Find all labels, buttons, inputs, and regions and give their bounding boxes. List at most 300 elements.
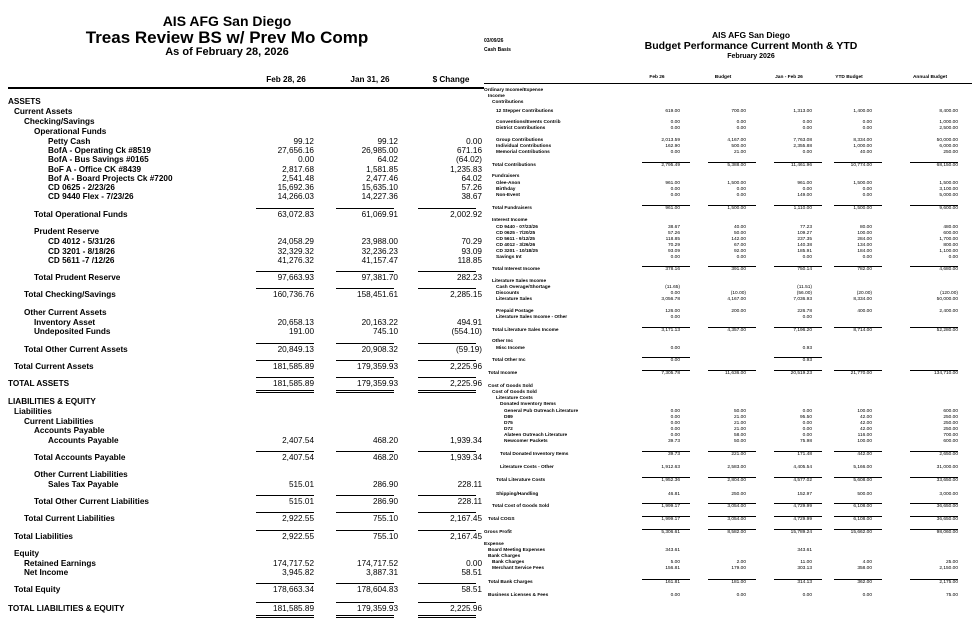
bp-cell-col2: 1,313.00: [793, 109, 812, 114]
bs-cell-col0: 3,945.82: [282, 568, 314, 577]
bp-cell-col2: 0.00: [802, 427, 812, 432]
bp-cell-col0: 1,952.36: [661, 478, 680, 483]
bp-subtitle: February 2026: [727, 53, 775, 60]
bp-total-rule: [642, 162, 690, 163]
bs-cell-col0: 515.01: [288, 497, 314, 506]
bp-row-label: General Pub Outreach Literature: [504, 409, 579, 414]
bp-cell-col3: 0.00: [862, 126, 872, 131]
bs-cell-col2: 282.23: [456, 273, 482, 282]
bp-cell-col0: 0.00: [670, 315, 680, 320]
bs-row: [0, 496, 484, 507]
bp-cell-col2: 343.61: [797, 548, 812, 553]
bp-cell-col4: 8,400.00: [939, 109, 958, 114]
bp-cell-col3: 21,770.00: [850, 371, 872, 376]
bp-row: [484, 109, 978, 115]
bs-cell-col1: 3,887.31: [366, 568, 398, 577]
bs-double-rule: [256, 390, 314, 393]
bs-row-label: Checking/Savings: [24, 117, 95, 126]
bp-cell-col4: 33,650.00: [936, 478, 958, 483]
bs-cell-col2: 2,285.15: [450, 290, 482, 299]
bp-row-label: Newcomer Packets: [504, 439, 548, 444]
bs-total-rule: [336, 583, 394, 584]
bs-row-label: CD 0625 - 2/23/26: [48, 183, 115, 192]
bp-total-rule: [834, 529, 882, 530]
bp-cell-col1: 181.00: [731, 580, 746, 585]
bp-total-rule: [834, 370, 882, 371]
bp-row: [484, 580, 978, 586]
bs-cell-col2: 228.11: [457, 480, 482, 489]
bs-total-rule: [336, 530, 394, 531]
bs-cell-col2: 57.26: [461, 183, 482, 192]
bp-row-label: CD 9440 - 07/23/26: [496, 225, 538, 230]
bp-cell-col0: 619.00: [665, 109, 680, 114]
bp-cell-col0: 161.81: [665, 580, 680, 585]
bs-total-rule: [256, 208, 314, 209]
bp-total-rule: [834, 579, 882, 580]
bp-cell-col0: 0.00: [670, 120, 680, 125]
bs-total-rule: [418, 288, 476, 289]
bp-cell-col1: 1,500.00: [727, 206, 746, 211]
bp-cell-col0: 38.67: [667, 225, 680, 230]
bp-cell-col1: 21.00: [733, 415, 746, 420]
bp-row-label: Fundraisers: [492, 174, 520, 179]
bs-row: [0, 378, 484, 389]
bp-row-label: Gross Profit: [484, 530, 512, 535]
bp-cell-col3: 10,774.00: [850, 163, 872, 168]
bp-cell-col2: 75.98: [799, 439, 812, 444]
bp-total-rule: [708, 370, 756, 371]
bp-cell-col0: 0.00: [670, 126, 680, 131]
bp-total-rule: [708, 205, 756, 206]
bp-cell-col4: (120.00): [940, 291, 958, 296]
bp-cell-col2: 961.00: [797, 181, 812, 186]
bp-cell-col3: 100.00: [857, 231, 872, 236]
bs-total-rule: [418, 451, 476, 452]
bp-row-label: Ordinary Income/Expense: [484, 88, 544, 93]
bs-cell-col2: 70.29: [461, 237, 482, 246]
bp-cell-col3: 1,400.00: [853, 109, 872, 114]
bs-company: AIS AFG San Diego: [162, 13, 292, 29]
bs-row-label: Liabilities: [14, 407, 52, 416]
bp-cell-col0: 1,999.17: [661, 504, 680, 509]
bs-row-label: Accounts Payable: [48, 436, 119, 445]
bs-cell-col0: 97,663.93: [277, 273, 314, 282]
bs-cell-col0: 174,717.52: [273, 559, 314, 568]
bp-title: Budget Performance Current Month & YTD: [644, 40, 858, 52]
bp-cell-col2: 109.27: [797, 231, 812, 236]
bs-row-label: TOTAL LIABILITIES & EQUITY: [8, 604, 125, 613]
bp-row-label: Bank Charges: [492, 560, 525, 565]
bp-total-rule: [834, 205, 882, 206]
bs-cell-col2: 0.00: [466, 137, 482, 146]
bp-total-rule: [910, 477, 958, 478]
bs-cell-col0: 515.01: [288, 480, 314, 489]
bs-cell-col2: 2,167.45: [450, 514, 482, 523]
bs-cell-col1: 286.90: [372, 480, 398, 489]
bp-cell-col1: 3,054.00: [727, 517, 746, 522]
bs-cell-col1: 32,236.23: [361, 247, 398, 256]
bp-cell-col4: 800.00: [943, 243, 958, 248]
bp-cell-col1: 4,167.00: [727, 297, 746, 302]
bp-cell-col0: 0.00: [670, 433, 680, 438]
bp-cell-col2: 11.00: [800, 560, 812, 565]
bs-total-rule: [256, 530, 314, 531]
bp-row-label: D75: [504, 421, 513, 426]
bp-cell-col0: 961.00: [665, 181, 680, 186]
bs-total-rule: [256, 451, 314, 452]
bp-cell-col2: 750.14: [797, 267, 812, 272]
bp-row-label: Cash Overage/Shortage: [496, 285, 551, 290]
bs-cell-col0: 63,072.83: [277, 210, 314, 219]
bs-total-rule: [256, 512, 314, 513]
bp-row-label: Total Other Inc: [492, 358, 526, 363]
bp-cell-col3: 1,500.00: [853, 206, 872, 211]
bp-cell-col4: 4,680.00: [939, 267, 958, 272]
bs-cell-col1: 20,163.22: [361, 318, 398, 327]
bs-total-rule: [336, 495, 394, 496]
bp-row: [484, 328, 978, 334]
bp-cell-col0: 1,912.63: [661, 465, 680, 470]
bs-subtitle: As of February 28, 2026: [165, 46, 289, 58]
bp-cell-col0: 5,306.61: [661, 530, 680, 535]
bs-row-label: TOTAL ASSETS: [8, 379, 70, 388]
bp-cell-col0: 70.29: [667, 243, 680, 248]
bp-row-label: Total Literature Costs: [496, 478, 546, 483]
bs-cell-col1: 179,359.93: [357, 362, 398, 371]
bp-row-label: Donated Inventory Items: [500, 402, 556, 407]
bp-header-rule: [484, 83, 972, 84]
bp-cell-col1: 50.00: [733, 409, 746, 414]
bp-row: [484, 566, 978, 572]
bs-cell-col0: 27,656.16: [277, 146, 314, 155]
bp-cell-col0: 46.81: [667, 492, 680, 497]
bp-row-label: Total Donated Inventory Items: [500, 452, 569, 457]
bp-cell-col1: 50.00: [733, 439, 746, 444]
bp-cell-col1: 700.00: [731, 109, 746, 114]
bp-total-rule: [642, 503, 690, 504]
bs-row: [0, 255, 484, 266]
bp-cell-col0: 7,305.78: [661, 371, 680, 376]
bs-double-rule: [336, 615, 394, 618]
bs-cell-col1: 286.90: [372, 497, 398, 506]
bs-total-rule: [336, 360, 394, 361]
bs-row-label: CD 5611 -7 /12/26: [48, 256, 115, 265]
bp-cell-col3: 8,334.00: [853, 297, 872, 302]
bs-row: [0, 361, 484, 372]
bp-cell-col4: 6,000.00: [939, 144, 958, 149]
bs-row-label: Other Current Assets: [24, 308, 107, 317]
bp-cell-col2: 149.00: [797, 193, 812, 198]
bs-row-label: Total Equity: [14, 585, 61, 594]
bp-row: [484, 371, 978, 377]
bp-cell-col0: 0.00: [670, 187, 680, 192]
bp-row-label: Merchant Service Fees: [492, 566, 544, 571]
bp-cell-col0: 0.00: [670, 427, 680, 432]
bs-cell-col2: 0.00: [466, 559, 482, 568]
bp-cell-col2: 0.00: [802, 315, 812, 320]
bp-cell-col4: 50,000.00: [936, 297, 958, 302]
bp-cell-col3: 80.00: [859, 225, 872, 230]
bs-row-label: Total Other Current Assets: [24, 345, 128, 354]
bp-row: [484, 439, 978, 445]
bp-cell-col2: 0.00: [802, 255, 812, 260]
bp-cell-col4: 2,150.00: [939, 566, 958, 571]
bp-cell-col4: 75.00: [945, 593, 958, 598]
bp-row-label: CD 0625 - 7/20/25: [496, 231, 536, 236]
bs-cell-col2: 93.09: [461, 247, 482, 256]
bp-cell-col2: 0.00: [802, 187, 812, 192]
bp-row-label: Conventions/Events Contrib: [496, 120, 561, 125]
bs-row-label: Undeposited Funds: [34, 327, 111, 336]
bs-cell-col0: 2,407.54: [282, 436, 314, 445]
bp-cell-col2: 226.78: [797, 309, 812, 314]
bs-header-rule: [8, 87, 484, 89]
bp-row: [484, 517, 978, 523]
bp-row: [484, 315, 978, 321]
bp-row-label: Non-Event: [496, 193, 520, 198]
bp-total-rule: [910, 503, 958, 504]
bp-cell-col2: 4,405.54: [793, 465, 812, 470]
bs-cell-col0: 178,663.34: [273, 585, 314, 594]
bp-cell-col0: 39.73: [667, 452, 680, 457]
bs-row: [0, 326, 484, 337]
bp-company: AIS AFG San Diego: [711, 30, 791, 40]
bp-cell-col2: 2,355.88: [793, 144, 812, 149]
bp-row-label: D72: [504, 427, 513, 432]
bs-row-label: Operational Funds: [34, 127, 107, 136]
bp-total-rule: [642, 357, 690, 358]
bp-row-label: Contributions: [492, 100, 524, 105]
bp-total-rule: [642, 370, 690, 371]
bp-cell-col3: 442.00: [857, 452, 872, 457]
bp-cell-col3: 782.00: [857, 267, 872, 272]
bs-cell-col0: 2,922.55: [282, 514, 314, 523]
bp-cell-col3: 42.00: [859, 421, 872, 426]
bs-cell-col0: 181,585.89: [273, 604, 314, 613]
bp-cell-col2: 0.00: [802, 409, 812, 414]
bp-row: [484, 339, 978, 345]
bp-row: [484, 297, 978, 303]
bp-cell-col3: 8,334.00: [853, 138, 872, 143]
bp-row-label: Income: [488, 94, 505, 99]
bp-cell-col4: 600.00: [943, 439, 958, 444]
bp-cell-col1: 92.00: [733, 249, 746, 254]
bp-cell-col3: 100.00: [857, 439, 872, 444]
bs-cell-col2: (64.02): [456, 155, 482, 164]
bp-cell-col3: 42.00: [859, 415, 872, 420]
bs-cell-col2: 1,939.34: [450, 436, 482, 445]
bs-cell-col1: 2,477.46: [366, 174, 398, 183]
bp-row-label: 12 Stepper Contributions: [496, 109, 554, 114]
bp-cell-col4: 1,500.00: [939, 181, 958, 186]
bs-row-label: Petty Cash: [48, 137, 91, 146]
bp-cell-col2: 303.13: [797, 566, 812, 571]
bp-cell-col0: 93.09: [667, 249, 680, 254]
bs-cell-col2: 2,167.45: [450, 532, 482, 541]
bs-total-rule: [418, 343, 476, 344]
bp-col-header-1: Budget: [714, 75, 732, 80]
bp-cell-col1: 1,500.00: [727, 181, 746, 186]
bp-row-label: Total Contributions: [492, 163, 536, 168]
bs-cell-col1: 23,988.00: [361, 237, 398, 246]
bs-cell-col1: 468.20: [372, 453, 398, 462]
bp-cell-col3: 6,108.00: [853, 517, 872, 522]
bp-cell-col2: 237.35: [797, 237, 812, 242]
bs-row: [0, 513, 484, 524]
bp-cell-col3: 42.00: [859, 427, 872, 432]
bp-cell-col1: 200.00: [731, 309, 746, 314]
bp-row: [484, 174, 978, 180]
bp-total-rule: [834, 451, 882, 452]
bs-cell-col1: 755.10: [372, 532, 398, 541]
bp-cell-col4: 0.00: [948, 255, 958, 260]
bs-total-rule: [256, 271, 314, 272]
bp-cell-col0: 0.00: [670, 421, 680, 426]
bs-row-label: Total Checking/Savings: [24, 290, 116, 299]
bp-row-label: D89: [504, 415, 513, 420]
bp-cell-col1: 0.00: [736, 593, 746, 598]
bp-cell-col4: 480.00: [943, 225, 958, 230]
bs-cell-col1: 179,359.93: [357, 379, 398, 388]
bs-total-rule: [256, 343, 314, 344]
bp-row: [484, 267, 978, 273]
bp-row-label: Savings Int: [496, 255, 522, 260]
bp-cell-col2: 4,729.99: [793, 517, 812, 522]
bp-cell-col0: 343.61: [665, 548, 680, 553]
bp-cell-col2: 4,729.99: [793, 504, 812, 509]
bs-col-header-1: Jan 31, 26: [350, 75, 390, 84]
bp-total-rule: [642, 451, 690, 452]
balance-sheet-page: [0, 0, 484, 633]
bs-cell-col0: 2,922.55: [282, 532, 314, 541]
bp-cell-col0: 57.26: [667, 231, 680, 236]
bs-cell-col1: 745.10: [372, 327, 398, 336]
bs-row: [0, 435, 484, 446]
bs-cell-col2: 494.91: [456, 318, 482, 327]
bp-total-rule: [834, 503, 882, 504]
bp-date: 03/09/26: [484, 38, 504, 44]
bs-cell-col1: 64.02: [377, 155, 398, 164]
bp-total-rule: [834, 266, 882, 267]
bp-row: [484, 218, 978, 224]
bp-cell-col4: 250.00: [943, 427, 958, 432]
bp-row: [484, 492, 978, 498]
bp-cell-col4: 1,700.00: [939, 237, 958, 242]
bp-cell-col2: 140.38: [797, 243, 812, 248]
bs-cell-col1: 61,069.91: [361, 210, 398, 219]
bs-cell-col0: 15,692.36: [277, 183, 314, 192]
bp-cell-col1: 2,583.00: [727, 465, 746, 470]
bp-total-rule: [642, 266, 690, 267]
bp-cell-col4: 25.00: [945, 560, 958, 565]
bp-row-label: Expense: [484, 542, 504, 547]
bp-cell-col4: 700.00: [943, 433, 958, 438]
bs-cell-col1: 468.20: [372, 436, 398, 445]
bp-cell-col0: (11.65): [665, 285, 680, 290]
bp-cell-col0: 378.16: [665, 267, 680, 272]
bp-row: [484, 163, 978, 169]
bs-cell-col2: 2,225.96: [450, 362, 482, 371]
bs-row-label: Inventory Asset: [34, 318, 96, 327]
bp-cell-col3: 184.00: [857, 249, 872, 254]
bp-cell-col1: 142.00: [731, 237, 746, 242]
bs-total-rule: [418, 495, 476, 496]
bp-total-rule: [708, 503, 756, 504]
bs-row-label: Total Prudent Reserve: [34, 273, 121, 282]
bp-cell-col3: 400.00: [857, 309, 872, 314]
bp-basis: Cash Basis: [484, 47, 511, 53]
bs-row-label: CD 4012 - 5/31/26: [48, 237, 115, 246]
bs-cell-col0: 181,585.89: [273, 362, 314, 371]
bs-cell-col0: 41,276.32: [277, 256, 314, 265]
bp-cell-col2: 0.00: [802, 120, 812, 125]
bp-cell-col0: 5.00: [670, 560, 680, 565]
bs-row: [0, 191, 484, 202]
bp-cell-col3: 0.00: [862, 593, 872, 598]
bp-total-rule: [708, 266, 756, 267]
bp-cell-col2: 0.00: [802, 126, 812, 131]
bp-cell-col3: 8,714.00: [853, 328, 872, 333]
bs-cell-col0: 20,658.13: [277, 318, 314, 327]
bs-col-header-2: $ Change: [432, 75, 470, 84]
bp-cell-col3: 4.00: [862, 560, 872, 565]
bp-cell-col4: 3,000.00: [939, 492, 958, 497]
bs-cell-col2: 2,225.96: [450, 604, 482, 613]
bs-cell-col1: 99.12: [377, 137, 398, 146]
bs-row-label: Total Other Current Liabilities: [34, 497, 149, 506]
bs-cell-col0: 2,541.48: [282, 174, 314, 183]
bp-cell-col2: 11,461.96: [791, 163, 812, 168]
bs-double-rule: [418, 390, 476, 393]
bp-cell-col4: 2,400.00: [939, 309, 958, 314]
bp-cell-col1: 8,582.00: [727, 530, 746, 535]
bp-cell-col3: 362.00: [857, 580, 872, 585]
bp-cell-col4: 36,650.00: [936, 504, 958, 509]
bp-cell-col0: 2,013.59: [661, 138, 680, 143]
bp-cell-col1: 179.00: [731, 566, 746, 571]
bp-cell-col4: 1,000.00: [939, 120, 958, 125]
bp-cell-col4: 250.00: [943, 415, 958, 420]
bp-row: [484, 530, 978, 536]
bs-row-label: Equity: [14, 549, 40, 558]
bp-cell-col2: 171.48: [797, 452, 812, 457]
bp-cell-col0: 156.81: [665, 566, 680, 571]
bs-cell-col1: 14,227.36: [361, 192, 398, 201]
bp-cell-col0: 0.00: [670, 291, 680, 296]
bp-total-rule: [642, 477, 690, 478]
bp-cell-col0: 3,056.78: [661, 297, 680, 302]
bp-cell-col0: 0.00: [670, 193, 680, 198]
bp-row-label: Other Inc: [492, 339, 514, 344]
bp-row: [484, 126, 978, 132]
bp-total-rule: [834, 516, 882, 517]
bp-cell-col1: 0.00: [736, 255, 746, 260]
bp-cell-col4: 600.00: [943, 409, 958, 414]
bp-cell-col1: 11,636.00: [725, 371, 746, 376]
bp-cell-col0: 0.00: [670, 415, 680, 420]
bp-row: [484, 193, 978, 199]
bp-cell-col1: 58.00: [733, 433, 746, 438]
bp-row-label: Board Meeting Expenses: [488, 548, 546, 553]
bp-cell-col4: 98,060.00: [936, 530, 958, 535]
bs-row-label: ASSETS: [8, 97, 41, 106]
bp-cell-col2: 77.23: [799, 225, 812, 230]
bs-cell-col2: 118.85: [457, 256, 482, 265]
bp-cell-col3: 0.00: [862, 187, 872, 192]
bp-total-rule: [642, 579, 690, 580]
bs-cell-col2: (59.19): [456, 345, 482, 354]
bp-total-rule: [910, 516, 958, 517]
